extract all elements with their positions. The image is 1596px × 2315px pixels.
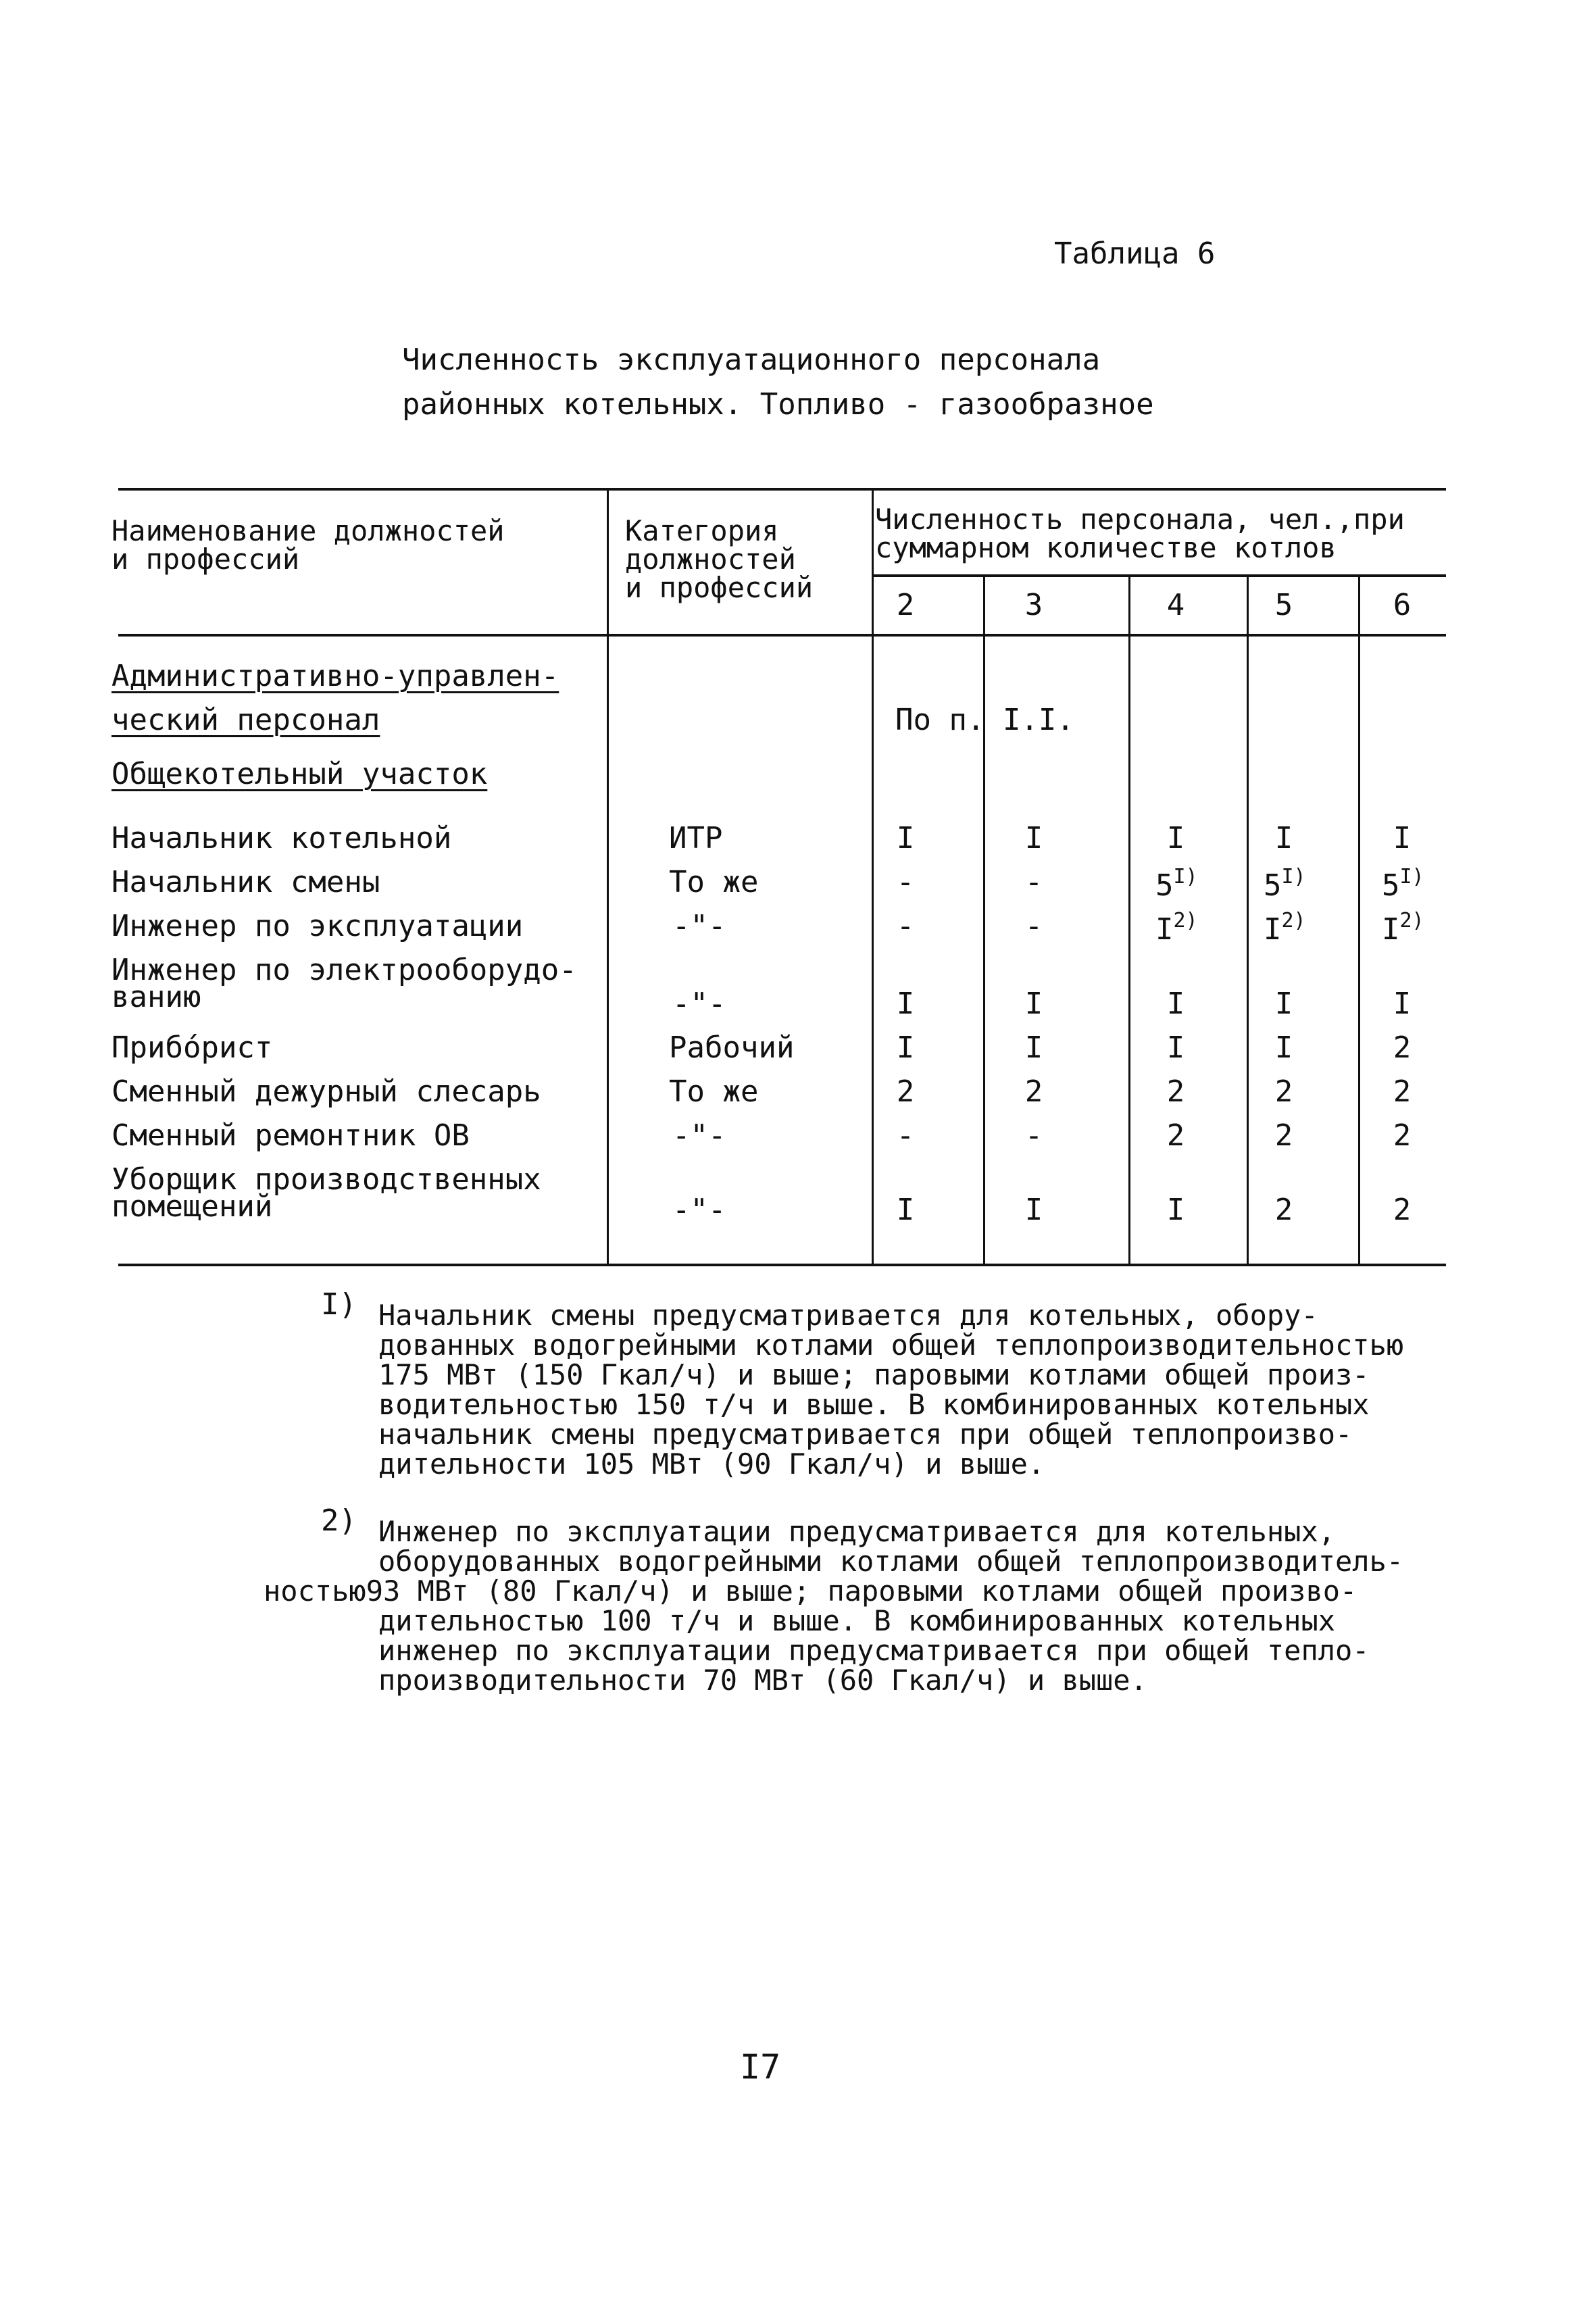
row-value: - xyxy=(896,865,915,899)
header-boilers-2: 2 xyxy=(896,588,915,622)
col-divider-5 xyxy=(1247,576,1249,1265)
row-value: $5^{I)}$ xyxy=(1382,865,1424,903)
row-category: -"- xyxy=(672,909,726,943)
row-category: -"- xyxy=(672,1193,726,1227)
row-name: помещений xyxy=(111,1189,273,1224)
row-value: 2 xyxy=(1274,1118,1293,1153)
row-category: Рабочий xyxy=(669,1030,795,1065)
row-name: Начальник котельной xyxy=(111,821,452,855)
row-name: Инженер по эксплуатации xyxy=(111,909,524,943)
page-number: I7 xyxy=(740,2047,781,2087)
row-value: I xyxy=(1024,1030,1043,1065)
row-name: Начальник смены xyxy=(111,865,380,899)
row-value: $I^{2)}$ xyxy=(1264,909,1306,947)
row-value: 2 xyxy=(1393,1193,1412,1227)
row-name: Инженер по электрооборудо- xyxy=(111,953,577,987)
row-value: I xyxy=(1393,987,1412,1021)
row-name: Сменный ремонтник ОВ xyxy=(111,1118,470,1153)
header-boilers-5: 5 xyxy=(1274,588,1293,622)
row-value: $I^{2)}$ xyxy=(1155,909,1198,947)
footnote-2: Инженер по эксплуатации предусматривается для котельных, оборудованных водогрейными котлами общей теплопроизводитель- ностью93 МВт (80 Гкал/ч) и выше; паровыми котлами общей произво- дительностью 100 т/ч и выше. В комбинированных котельных инженер по эксплуатации предусматривается при общей тепло- производительности 70 МВт (60 Гкал/ч) и выше. xyxy=(264,1515,1404,1697)
admin-staff-reference: По п. I.I. xyxy=(895,703,1074,737)
row-value: I xyxy=(1166,1193,1185,1227)
table-label: Таблица 6 xyxy=(1054,237,1216,271)
header-category: Категория должностей и профессий xyxy=(625,514,814,604)
row-value: $I^{2)}$ xyxy=(1382,909,1424,947)
row-value: 2 xyxy=(1274,1193,1293,1227)
row-value: I xyxy=(1274,821,1293,855)
row-value: - xyxy=(896,909,915,943)
section-general: Общекотельный участок xyxy=(111,757,488,791)
col-divider-1 xyxy=(607,488,609,1265)
row-value: 2 xyxy=(1024,1074,1043,1109)
section-admin-line-2: ческий персонал xyxy=(111,703,380,737)
row-value: I xyxy=(896,821,915,855)
row-value: I xyxy=(1274,987,1293,1021)
row-name: ванию xyxy=(111,980,201,1014)
title-line-2: районных котельных. Топливо - газообразное xyxy=(402,387,1154,422)
row-value: I xyxy=(1024,821,1043,855)
table-title xyxy=(402,338,1154,427)
row-category: То же xyxy=(669,865,759,899)
row-value: 2 xyxy=(1393,1030,1412,1065)
footnote-1: Начальник смены предусматривается для котельных, обору- дованных водогрейными котлами общей теплопроизводительностью 175 МВт (150 Гкал/ч) и выше; паровыми котлами общей произ- водительностью 150 т/ч и выше. В комбинированных котельных начальник смены предусматривается при общей теплопроизво- дительности 105 МВт (90 Гкал/ч) и выше. xyxy=(378,1299,1404,1480)
row-value: 2 xyxy=(896,1074,915,1109)
table-top-rule xyxy=(118,488,1446,491)
col-divider-6 xyxy=(1358,576,1360,1265)
row-value: 2 xyxy=(1393,1074,1412,1109)
row-value: I xyxy=(1393,821,1412,855)
row-category: ИТР xyxy=(669,821,723,855)
footnote-1-mark: I) xyxy=(321,1287,357,1322)
row-value: I xyxy=(896,1030,915,1065)
row-value: I xyxy=(1166,821,1185,855)
row-name: Прибо́рист xyxy=(111,1030,273,1065)
col-divider-2 xyxy=(872,488,874,1265)
row-value: - xyxy=(1024,1118,1043,1153)
row-category: То же xyxy=(669,1074,759,1109)
row-name: Сменный дежурный слесарь xyxy=(111,1074,541,1109)
row-value: - xyxy=(1024,909,1043,943)
row-value: I xyxy=(896,987,915,1021)
row-value: 2 xyxy=(1274,1074,1293,1109)
header-boilers-6: 6 xyxy=(1393,588,1412,622)
title-line-1: Численность эксплуатационного персонала xyxy=(402,343,1101,377)
col-divider-3 xyxy=(983,576,985,1265)
row-value: $5^{I)}$ xyxy=(1155,865,1198,903)
row-value: I xyxy=(1024,987,1043,1021)
row-value: $5^{I)}$ xyxy=(1264,865,1306,903)
header-staff-count: Численность персонала, чел.,при суммарном количестве котлов xyxy=(875,503,1405,564)
row-value: 2 xyxy=(1166,1118,1185,1153)
col-divider-4 xyxy=(1128,576,1130,1265)
row-value: 2 xyxy=(1166,1074,1185,1109)
header-boilers-3: 3 xyxy=(1024,588,1043,622)
row-value: - xyxy=(896,1118,915,1153)
row-value: I xyxy=(896,1193,915,1227)
row-value: I xyxy=(1274,1030,1293,1065)
row-value: 2 xyxy=(1393,1118,1412,1153)
header-boilers-4: 4 xyxy=(1166,588,1185,622)
footnote-2-mark: 2) xyxy=(321,1503,357,1538)
row-value: I xyxy=(1024,1193,1043,1227)
section-admin-line-1: Административно-управлен- xyxy=(111,659,559,693)
row-value: I xyxy=(1166,987,1185,1021)
row-category: -"- xyxy=(672,987,726,1021)
row-category: -"- xyxy=(672,1118,726,1153)
row-name: Уборщик производственных xyxy=(111,1162,541,1197)
row-value: - xyxy=(1024,865,1043,899)
row-value: I xyxy=(1166,1030,1185,1065)
header-position-name: Наименование должностей и профессий xyxy=(111,514,505,576)
